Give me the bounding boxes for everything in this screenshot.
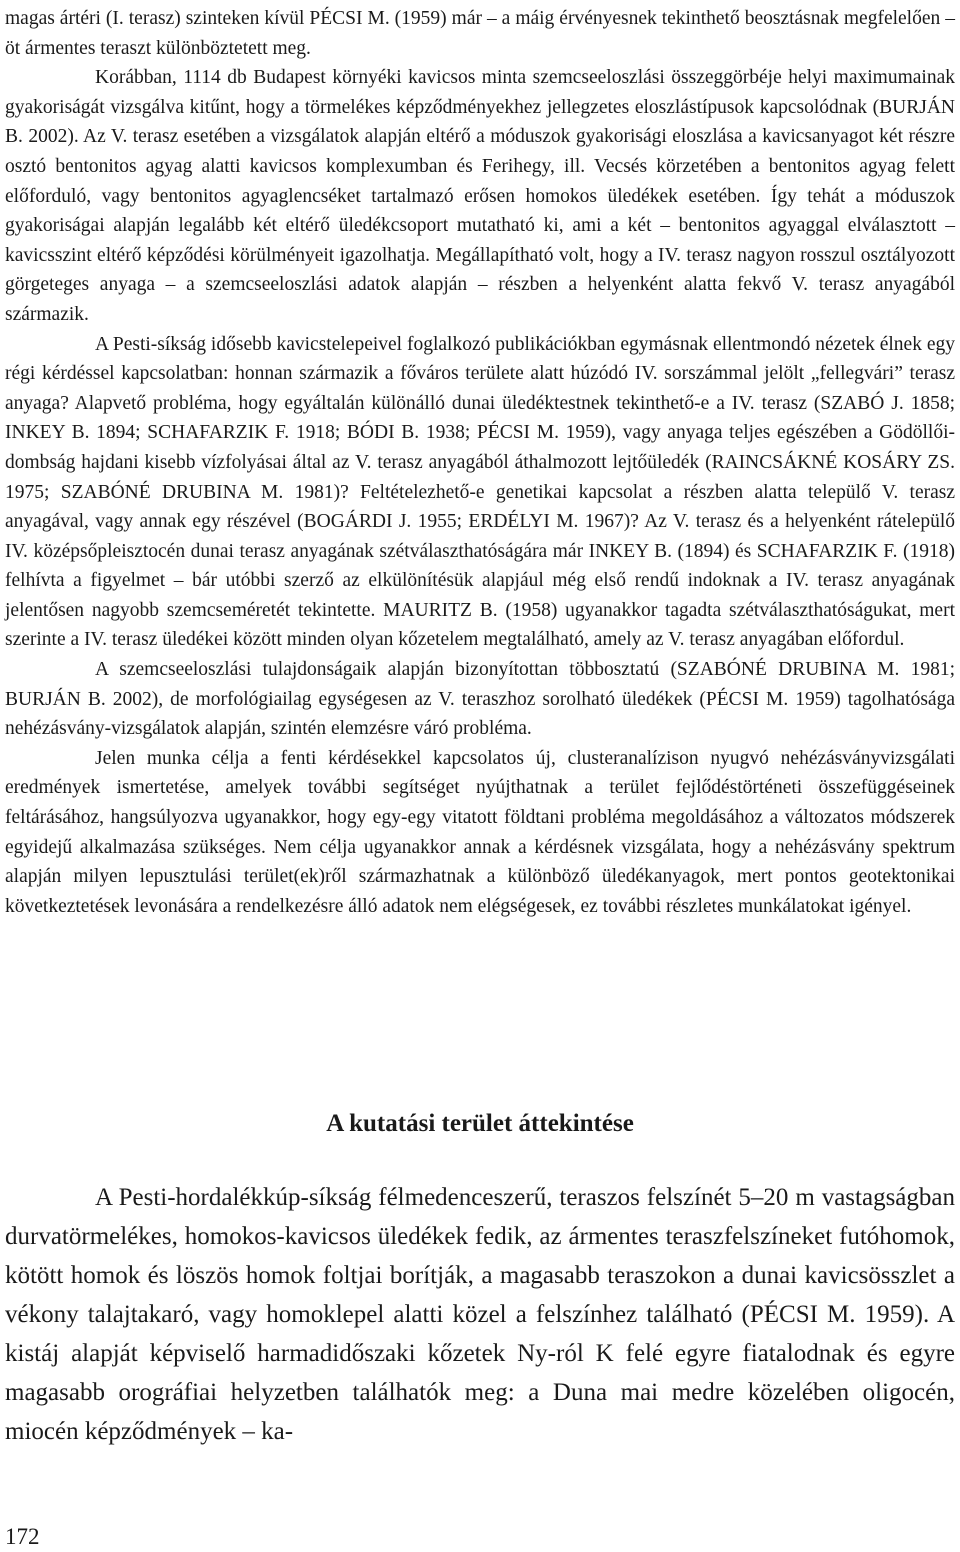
body-text: [5, 4, 955, 921]
paragraph: Korábban, 1114 db Budapest környéki kavicsos minta szemcseeloszlási összeggörbéje helyi maximumainak gyakoriságát vizsgálva kitűnt, hogy a törmelékes képződményekhez jellegzetes eloszlástípusok kapcsolódnak (BURJÁN B. 2002). Az V. terasz esetében a vizsgálatok alapján eltérő a móduszok gyakorisági eloszlása a kavicsanyagot két részre osztó bentonitos agyag alatti kavicsos komplexumban és Ferihegy, ill. Vecsés körzetében a bentonitos agyag felett előforduló, vagy bentonitos agyaglencséket tartalmazó erősen homokos üledékek esetében. Így tehát a móduszok gyakoriságai alapján legalább két eltérő üledékcsoport mutatható ki, ami a két – bentonitos agyaggal elválasztott – kavicsszint eltérő képződési körülményeit igazolhatja. Megállapítható volt, hogy a IV. terasz nagyon rosszul osztályozott görgeteges anyaga – a szemcseeloszlási adatok alapján – részben a helyenként alatta fekvő V. terasz anyagából származik.: [5, 67, 955, 325]
page-number: 172: [5, 1524, 40, 1549]
section-heading: A kutatási terület áttekintése: [326, 1110, 634, 1137]
paragraph: A Pesti-síkság idősebb kavicstelepeivel foglalkozó publikációkban egymásnak ellentmondó nézetek élnek egy régi kérdéssel kapcsolatban: honnan származik a főváros területe alatt húzódó IV. sorszámmal jelölt „fellegvári” terasz anyaga? Alapvető probléma, hogy egyáltalán különálló dunai üledéktestnek tekinthető-e a IV. terasz (SZABÓ J. 1858; INKEY B. 1894; SCHAFARZIK F. 1918; BÓDI B. 1938; PÉCSI M. 1959), vagy anyaga teljes egészében a Gödöllői-dombság hajdani kisebb vízfolyásai által az V. terasz anyagából áthalmozott lejtőüledék (RAINCSÁKNÉ KOSÁRY ZS. 1975; SZABÓNÉ DRUBINA M. 1981)? Feltételezhető-e genetikai kapcsolat a részben alatta települő V. terasz anyagával, vagy annak egy részével (BOGÁRDI J. 1955; ERDÉLYI M. 1967)? Az V. terasz és a helyenként rátelepülő IV. középsőpleisztocén dunai terasz anyagának szétválaszthatóságára már INKEY B. (1894) és SCHAFARZIK F. (1918) felhívta a figyelmet – bár utóbbi szerző az elkülönítésük alapjául még első rendű indoknak a IV. terasz anyagának jelentősen nagyobb szemcseméretét tekintette. MAURITZ B. (1958) ugyanakkor tagadta szétválaszthatóságukat, mert szerinte a IV. terasz üledékei között minden olyan kőzetelem megtalálható, amely az V. terasz anyagában előfordul.: [5, 333, 955, 651]
paragraph-continuation: magas ártéri (I. terasz) szinteken kívül PÉCSI M. (1959) már – a máig érvényesnek tekinthető beosztásnak megfelelően – öt ármentes teraszt különböztetett meg.: [5, 8, 955, 59]
paragraph: A szemcseeloszlási tulajdonságaik alapján bizonyítottan többosztatú (SZABÓNÉ DRUBINA M. 1981; BURJÁN B. 2002), de morfológiailag egységesen az V. teraszhoz sorolható üledékek (PÉCSI M. 1959) tagolhatósága nehézásvány-vizsgálatok alapján, szintén elemzésre váró probléma.: [5, 659, 955, 740]
paragraph: Jelen munka célja a fenti kérdésekkel kapcsolatos új, clusteranalízison nyugvó nehézásványvizsgálati eredmények ismertetése, amelyek további segítséget nyújthatnak a terület fejlődéstörténeti összefüggéseinek feltárásához, hangsúlyozva ugyanakkor, hogy egy-egy vitatott földtani probléma megoldásához a változatos módszerek egyidejű alkalmazása szükséges. Nem célja ugyanakkor annak a kérdésnek vizsgálata, hogy a nehézásvány spektrum alapján milyen lepusztulási terület(ek)ről származhatnak a különböző üledékanyagok, mert pontos geotektonikai következtetések levonására a rendelkezésre álló adatok nem elégségesek, ez további részletes munkálatokat igényel.: [5, 747, 955, 917]
section-paragraph: A Pesti-hordalékkúp-síkság félmedenceszerű, teraszos felszínét 5–20 m vastagságban durvatörmelékes, homokos-kavicsos üledékek fedik, az ármentes teraszfelszíneket futóhomok, kötött homok és löszös homok foltjai borítják, a magasabb teraszokon a dunai kavicsösszlet a vékony talajtakaró, vagy homoklepel alatti közel a felszínhez található (PÉCSI M. 1959). A kistáj alapját képviselő harmadidőszaki kőzetek Ny-ról K felé egyre fiatalodnak és egyre magasabb orográfiai helyzetben találhatók meg: a Duna mai medre közelében oligocén, miocén képződmények – ka-: [5, 1184, 955, 1445]
